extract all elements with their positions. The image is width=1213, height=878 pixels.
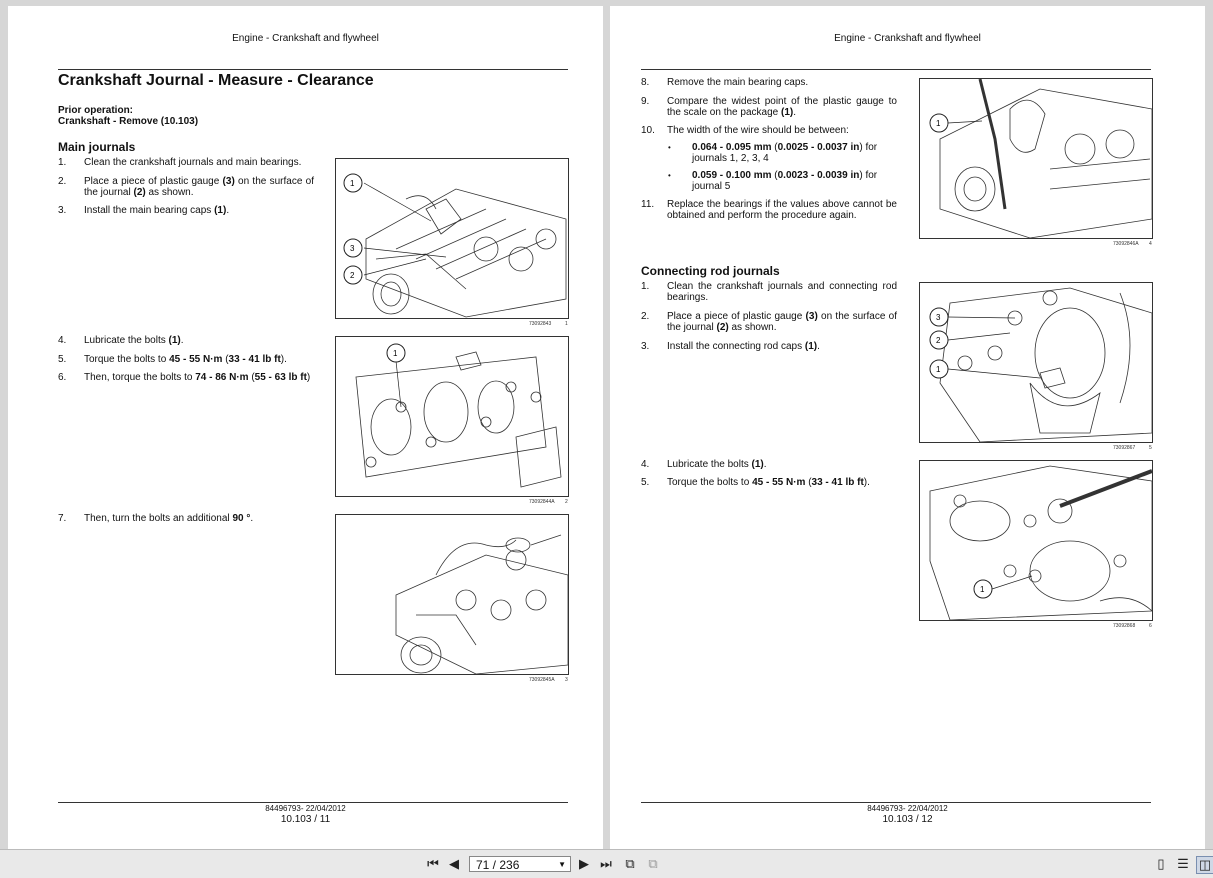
figure-5-conrod-gauge xyxy=(919,282,1153,443)
figure-2-bearing-cap-bolts xyxy=(335,336,569,497)
figure-4-plastic-gauge-compare xyxy=(919,78,1153,239)
figure-code: 73092867 xyxy=(1113,445,1136,451)
figure-1-crankshaft-main-caps xyxy=(335,158,569,319)
chevron-down-icon[interactable]: ▼ xyxy=(558,860,566,869)
page-header: Engine - Crankshaft and flywheel xyxy=(232,33,379,44)
page-header: Engine - Crankshaft and flywheel xyxy=(834,33,981,44)
prior-operation-label: Prior operation: xyxy=(58,105,134,116)
footer-rule xyxy=(641,802,1151,803)
figure-code: 73092844A xyxy=(529,499,555,505)
figure-callout: 1 xyxy=(936,365,941,374)
footer-rule xyxy=(58,802,568,803)
figure-number: 4 xyxy=(1149,241,1152,247)
right-page: Engine - Crankshaft and flywheel 8. Remove the main bearing caps. 9. Compare the widest point of the plastic gauge to the scale on the package (1). 10. The width of the wire should be between: • 0.064 - 0.095 mm (0.0025 - 0.0037 in) for journals 1, 2, 3, 4 • 0.059 - 0.100 mm (0.0023 - 0.0039 in) for journal 5 11. Replace the bearings if the values above cannot be obtained and perform the procedure again. 1 73092846A 4 Connecting rod journals 1. Clean the crankshaft journals and connecting rod bearings. 2. Place a piece of plastic gauge (3) on the surface of the journal (2) as shown. 3. Install the connecting rod caps (1). 3 2 1 73092867 5 4. Lubricate the bolts (1). 5. Torque the bolts to 45 - 55 N·m (33 - 41 lb ft). 1 73092868 6 84496793- 22/04/2012 10.103 / 12 xyxy=(610,6,1205,849)
figure-3-angle-torque xyxy=(335,514,569,675)
continuous-view-icon[interactable]: ☰ xyxy=(1177,856,1189,871)
figure-code: 73092845A xyxy=(529,677,555,683)
figure-code: 73092843 xyxy=(529,321,552,327)
figure-number: 5 xyxy=(1149,445,1152,451)
copy-icon[interactable]: ⧉ xyxy=(625,856,635,871)
section-title-conrod-journals: Connecting rod journals xyxy=(641,264,780,278)
figure-callout: 3 xyxy=(350,244,355,253)
figure-code: 73092868 xyxy=(1113,623,1136,629)
section-title-main-journals: Main journals xyxy=(58,140,136,154)
figure-callout: 3 xyxy=(936,313,941,322)
figure-callout: 1 xyxy=(980,585,985,594)
footer-page-number: 10.103 / 11 xyxy=(280,814,331,825)
paste-icon[interactable]: ⧉ xyxy=(648,856,658,871)
last-page-icon[interactable]: ⏭ xyxy=(600,856,612,871)
next-page-icon[interactable]: ▶ xyxy=(579,856,589,871)
figure-callout: 2 xyxy=(350,271,355,280)
figure-number: 2 xyxy=(565,499,568,505)
first-page-icon[interactable]: ⏮ xyxy=(427,856,439,871)
header-rule xyxy=(641,69,1151,70)
header-rule xyxy=(58,69,568,70)
figure-callout: 1 xyxy=(936,119,941,128)
viewer-toolbar xyxy=(0,849,1213,878)
figure-number: 6 xyxy=(1149,623,1152,629)
left-page: Engine - Crankshaft and flywheel Crankshaft Journal - Measure - Clearance Prior operation: Crankshaft - Remove (10.103) Main journals 1. Clean the crankshaft journals and main bearings. 2. Place a piece of plastic gauge (3) on the surface of the journal (2) as shown. 3. Install the main bearing caps (1). 1 3 2 73092843 1 4. Lubricate the bolts (1). 5. Torque the bolts to 45 - 55 N·m (33 - 41 lb ft). 6. Then, torque the bolts to 74 - 86 N·m (55 - 63 lb ft) 1 73092844A 2 7. Then, turn the bolts an additional 90 °. 73092845A 3 84496793- 22/04/2012 10.103 / 11 xyxy=(8,6,603,849)
prior-operation-value: Crankshaft - Remove (10.103) xyxy=(58,116,199,127)
figure-callout: 1 xyxy=(350,179,355,188)
figure-number: 1 xyxy=(565,321,568,327)
figure-number: 3 xyxy=(565,677,568,683)
page-title: Crankshaft Journal - Measure - Clearance xyxy=(58,72,374,89)
footer-doc-date: 84496793- 22/04/2012 xyxy=(867,804,948,813)
footer-doc-date: 84496793- 22/04/2012 xyxy=(265,804,346,813)
single-page-view-icon[interactable]: ▯ xyxy=(1157,856,1165,871)
footer-page-number: 10.103 / 12 xyxy=(882,814,933,825)
figure-callout: 2 xyxy=(936,336,941,345)
page-number-input[interactable]: 71 / 236 ▼ xyxy=(469,856,571,872)
two-page-view-icon[interactable]: ◫ xyxy=(1196,856,1213,874)
figure-code: 73092846A xyxy=(1113,241,1139,247)
prev-page-icon[interactable]: ◀ xyxy=(449,856,459,871)
figure-callout: 1 xyxy=(393,349,398,358)
figure-6-conrod-torque xyxy=(919,460,1153,621)
